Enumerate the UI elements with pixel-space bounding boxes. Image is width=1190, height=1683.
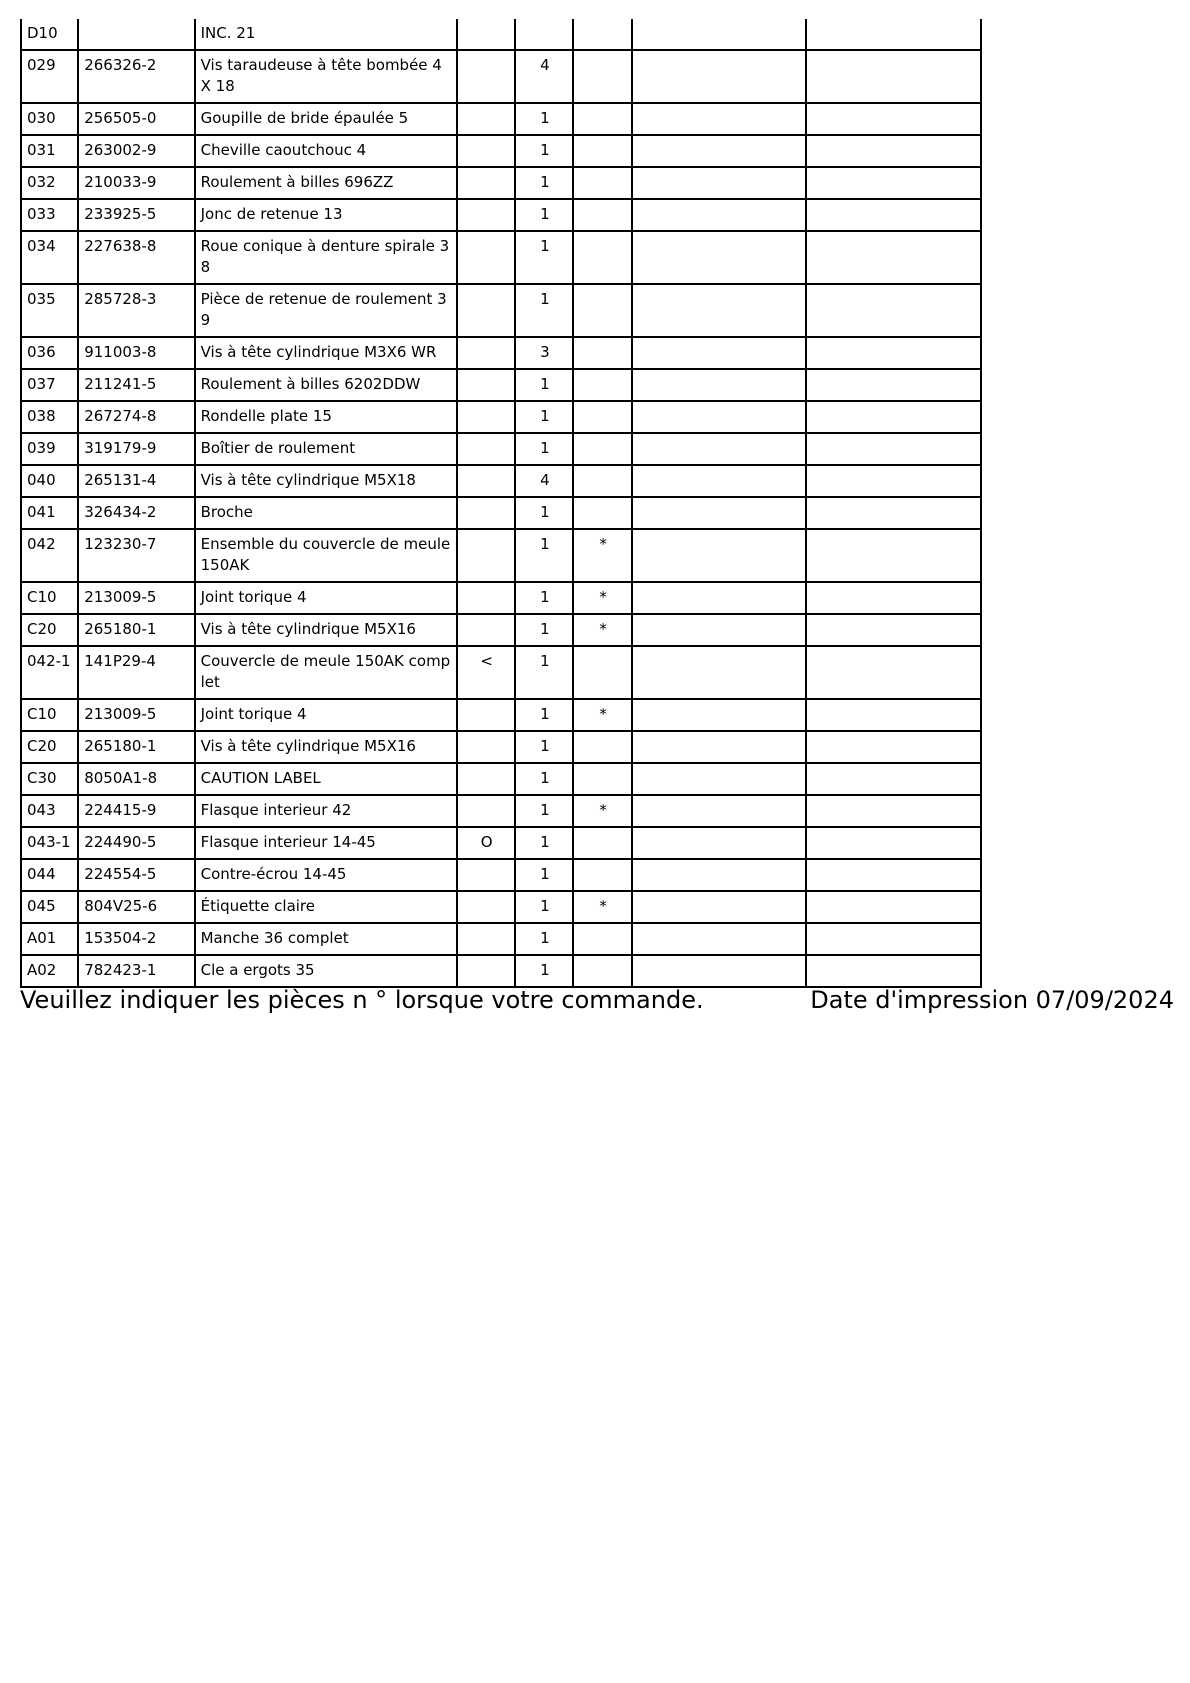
- cell-flag: [457, 103, 515, 135]
- cell-quantity: 1: [515, 284, 573, 337]
- cell-note-mark: [573, 337, 631, 369]
- cell-flag: [457, 135, 515, 167]
- parts-table: [20, 19, 982, 988]
- cell-flag: <: [457, 646, 515, 699]
- cell-description: Rondelle plate 15: [195, 401, 457, 433]
- cell-item-ref: C10: [21, 699, 78, 731]
- cell-extra-col-1: [632, 337, 807, 369]
- cell-note-mark: *: [573, 582, 631, 614]
- cell-note-mark: [573, 731, 631, 763]
- cell-extra-col-2: [806, 135, 981, 167]
- cell-quantity: 1: [515, 135, 573, 167]
- cell-extra-col-2: [806, 199, 981, 231]
- cell-extra-col-1: [632, 923, 807, 955]
- cell-extra-col-1: [632, 529, 807, 582]
- cell-item-ref: A01: [21, 923, 78, 955]
- cell-quantity: 1: [515, 231, 573, 284]
- cell-extra-col-1: [632, 763, 807, 795]
- cell-description: Cle a ergots 35: [195, 955, 457, 987]
- cell-extra-col-1: [632, 614, 807, 646]
- cell-part-number: 210033-9: [78, 167, 194, 199]
- table-row: [21, 731, 981, 763]
- table-row: [21, 401, 981, 433]
- cell-quantity: [515, 19, 573, 50]
- cell-note-mark: [573, 923, 631, 955]
- cell-extra-col-2: [806, 497, 981, 529]
- cell-part-number: 782423-1: [78, 955, 194, 987]
- table-row: [21, 763, 981, 795]
- cell-part-number: 141P29-4: [78, 646, 194, 699]
- cell-extra-col-2: [806, 859, 981, 891]
- cell-item-ref: C10: [21, 582, 78, 614]
- cell-flag: [457, 923, 515, 955]
- table-row: [21, 19, 981, 50]
- cell-quantity: 3: [515, 337, 573, 369]
- cell-note-mark: *: [573, 891, 631, 923]
- cell-item-ref: 045: [21, 891, 78, 923]
- cell-part-number: 213009-5: [78, 699, 194, 731]
- cell-extra-col-2: [806, 582, 981, 614]
- table-row: [21, 433, 981, 465]
- cell-note-mark: [573, 135, 631, 167]
- cell-extra-col-1: [632, 199, 807, 231]
- cell-description: Couvercle de meule 150AK comp let: [195, 646, 457, 699]
- cell-flag: [457, 582, 515, 614]
- cell-quantity: 1: [515, 955, 573, 987]
- cell-note-mark: *: [573, 529, 631, 582]
- print-date: Date d'impression 07/09/2024: [810, 986, 1174, 1014]
- cell-extra-col-2: [806, 614, 981, 646]
- cell-flag: [457, 433, 515, 465]
- table-row: [21, 50, 981, 103]
- cell-part-number: 123230-7: [78, 529, 194, 582]
- cell-flag: [457, 529, 515, 582]
- cell-quantity: 1: [515, 103, 573, 135]
- cell-quantity: 1: [515, 827, 573, 859]
- cell-quantity: 1: [515, 167, 573, 199]
- cell-note-mark: [573, 433, 631, 465]
- cell-description: Roulement à billes 6202DDW: [195, 369, 457, 401]
- cell-extra-col-2: [806, 529, 981, 582]
- table-row: [21, 646, 981, 699]
- cell-part-number: 265180-1: [78, 731, 194, 763]
- cell-flag: [457, 795, 515, 827]
- cell-extra-col-1: [632, 497, 807, 529]
- table-row: [21, 199, 981, 231]
- cell-note-mark: *: [573, 699, 631, 731]
- table-row: [21, 497, 981, 529]
- cell-flag: [457, 284, 515, 337]
- cell-extra-col-2: [806, 103, 981, 135]
- table-row: [21, 923, 981, 955]
- cell-extra-col-2: [806, 731, 981, 763]
- cell-note-mark: [573, 955, 631, 987]
- cell-flag: [457, 167, 515, 199]
- cell-item-ref: 043: [21, 795, 78, 827]
- cell-item-ref: C20: [21, 614, 78, 646]
- cell-note-mark: [573, 763, 631, 795]
- cell-description: Flasque interieur 14-45: [195, 827, 457, 859]
- cell-part-number: 267274-8: [78, 401, 194, 433]
- cell-item-ref: C20: [21, 731, 78, 763]
- table-row: [21, 465, 981, 497]
- cell-description: Joint torique 4: [195, 582, 457, 614]
- cell-item-ref: 035: [21, 284, 78, 337]
- cell-description: Vis taraudeuse à tête bombée 4X 18: [195, 50, 457, 103]
- cell-note-mark: [573, 827, 631, 859]
- table-row: [21, 955, 981, 987]
- cell-item-ref: 042-1: [21, 646, 78, 699]
- parts-table-body: [21, 19, 981, 987]
- table-row: [21, 103, 981, 135]
- cell-extra-col-1: [632, 582, 807, 614]
- cell-item-ref: 038: [21, 401, 78, 433]
- cell-note-mark: *: [573, 614, 631, 646]
- cell-note-mark: [573, 231, 631, 284]
- cell-description: CAUTION LABEL: [195, 763, 457, 795]
- cell-description: Pièce de retenue de roulement 3 9: [195, 284, 457, 337]
- table-row: [21, 859, 981, 891]
- cell-extra-col-2: [806, 923, 981, 955]
- cell-extra-col-1: [632, 369, 807, 401]
- cell-quantity: 1: [515, 923, 573, 955]
- table-row: [21, 337, 981, 369]
- cell-quantity: 1: [515, 369, 573, 401]
- cell-item-ref: 042: [21, 529, 78, 582]
- cell-quantity: 4: [515, 465, 573, 497]
- cell-extra-col-1: [632, 19, 807, 50]
- cell-part-number: 224490-5: [78, 827, 194, 859]
- cell-extra-col-1: [632, 795, 807, 827]
- cell-extra-col-2: [806, 891, 981, 923]
- table-row: [21, 827, 981, 859]
- cell-extra-col-2: [806, 699, 981, 731]
- cell-quantity: 1: [515, 731, 573, 763]
- cell-note-mark: [573, 646, 631, 699]
- cell-part-number: 153504-2: [78, 923, 194, 955]
- cell-extra-col-2: [806, 231, 981, 284]
- cell-extra-col-2: [806, 433, 981, 465]
- cell-flag: [457, 401, 515, 433]
- table-row: [21, 891, 981, 923]
- cell-extra-col-1: [632, 433, 807, 465]
- cell-quantity: 4: [515, 50, 573, 103]
- cell-description: Manche 36 complet: [195, 923, 457, 955]
- cell-item-ref: 037: [21, 369, 78, 401]
- cell-item-ref: 033: [21, 199, 78, 231]
- cell-description: Flasque interieur 42: [195, 795, 457, 827]
- cell-description: Goupille de bride épaulée 5: [195, 103, 457, 135]
- cell-item-ref: 030: [21, 103, 78, 135]
- cell-part-number: 285728-3: [78, 284, 194, 337]
- cell-quantity: 1: [515, 401, 573, 433]
- cell-item-ref: 029: [21, 50, 78, 103]
- cell-flag: [457, 763, 515, 795]
- cell-item-ref: A02: [21, 955, 78, 987]
- cell-flag: [457, 859, 515, 891]
- cell-extra-col-2: [806, 955, 981, 987]
- cell-extra-col-1: [632, 284, 807, 337]
- cell-extra-col-2: [806, 827, 981, 859]
- cell-item-ref: 043-1: [21, 827, 78, 859]
- cell-part-number: 256505-0: [78, 103, 194, 135]
- cell-item-ref: 040: [21, 465, 78, 497]
- cell-description: Vis à tête cylindrique M5X16: [195, 614, 457, 646]
- cell-item-ref: 034: [21, 231, 78, 284]
- cell-quantity: 1: [515, 891, 573, 923]
- cell-part-number: 911003-8: [78, 337, 194, 369]
- cell-flag: [457, 50, 515, 103]
- cell-item-ref: 032: [21, 167, 78, 199]
- cell-description: Jonc de retenue 13: [195, 199, 457, 231]
- cell-item-ref: D10: [21, 19, 78, 50]
- table-row: [21, 135, 981, 167]
- cell-quantity: 1: [515, 859, 573, 891]
- cell-extra-col-1: [632, 401, 807, 433]
- cell-extra-col-1: [632, 50, 807, 103]
- cell-item-ref: 039: [21, 433, 78, 465]
- table-row: [21, 699, 981, 731]
- cell-description: Broche: [195, 497, 457, 529]
- cell-flag: [457, 369, 515, 401]
- cell-part-number: 8050A1-8: [78, 763, 194, 795]
- cell-quantity: 1: [515, 795, 573, 827]
- cell-part-number: 263002-9: [78, 135, 194, 167]
- cell-note-mark: [573, 859, 631, 891]
- cell-flag: [457, 231, 515, 284]
- cell-extra-col-1: [632, 103, 807, 135]
- cell-description: Étiquette claire: [195, 891, 457, 923]
- cell-part-number: 265131-4: [78, 465, 194, 497]
- cell-part-number: 804V25-6: [78, 891, 194, 923]
- cell-part-number: 224415-9: [78, 795, 194, 827]
- cell-extra-col-1: [632, 891, 807, 923]
- cell-part-number: 266326-2: [78, 50, 194, 103]
- table-row: [21, 614, 981, 646]
- cell-note-mark: [573, 199, 631, 231]
- table-row: [21, 284, 981, 337]
- cell-part-number: 233925-5: [78, 199, 194, 231]
- cell-extra-col-2: [806, 401, 981, 433]
- cell-part-number: [78, 19, 194, 50]
- cell-quantity: 1: [515, 646, 573, 699]
- cell-extra-col-1: [632, 646, 807, 699]
- cell-description: Roulement à billes 696ZZ: [195, 167, 457, 199]
- cell-quantity: 1: [515, 529, 573, 582]
- cell-extra-col-2: [806, 369, 981, 401]
- cell-note-mark: [573, 465, 631, 497]
- cell-note-mark: [573, 284, 631, 337]
- cell-flag: [457, 614, 515, 646]
- cell-extra-col-2: [806, 795, 981, 827]
- cell-part-number: 319179-9: [78, 433, 194, 465]
- cell-quantity: 1: [515, 614, 573, 646]
- cell-description: Vis à tête cylindrique M3X6 WR: [195, 337, 457, 369]
- cell-item-ref: C30: [21, 763, 78, 795]
- cell-description: Contre-écrou 14-45: [195, 859, 457, 891]
- cell-note-mark: [573, 497, 631, 529]
- table-row: [21, 529, 981, 582]
- cell-flag: [457, 497, 515, 529]
- cell-extra-col-2: [806, 763, 981, 795]
- cell-description: Boîtier de roulement: [195, 433, 457, 465]
- cell-extra-col-1: [632, 231, 807, 284]
- cell-description: Vis à tête cylindrique M5X18: [195, 465, 457, 497]
- cell-item-ref: 036: [21, 337, 78, 369]
- cell-extra-col-1: [632, 827, 807, 859]
- cell-part-number: 227638-8: [78, 231, 194, 284]
- cell-extra-col-2: [806, 465, 981, 497]
- cell-flag: [457, 337, 515, 369]
- cell-item-ref: 041: [21, 497, 78, 529]
- table-row: [21, 167, 981, 199]
- cell-note-mark: [573, 19, 631, 50]
- cell-part-number: 326434-2: [78, 497, 194, 529]
- cell-description: Cheville caoutchouc 4: [195, 135, 457, 167]
- cell-extra-col-2: [806, 337, 981, 369]
- cell-description: Ensemble du couvercle de meule 150AK: [195, 529, 457, 582]
- cell-description: Vis à tête cylindrique M5X16: [195, 731, 457, 763]
- cell-extra-col-2: [806, 646, 981, 699]
- cell-extra-col-1: [632, 135, 807, 167]
- cell-part-number: 265180-1: [78, 614, 194, 646]
- cell-flag: [457, 731, 515, 763]
- cell-quantity: 1: [515, 433, 573, 465]
- cell-quantity: 1: [515, 199, 573, 231]
- table-row: [21, 795, 981, 827]
- cell-part-number: 224554-5: [78, 859, 194, 891]
- cell-item-ref: 044: [21, 859, 78, 891]
- cell-flag: [457, 891, 515, 923]
- cell-extra-col-2: [806, 19, 981, 50]
- cell-item-ref: 031: [21, 135, 78, 167]
- order-note: Veuillez indiquer les pièces n ° lorsque votre commande.: [20, 986, 704, 1014]
- cell-note-mark: [573, 103, 631, 135]
- cell-flag: [457, 955, 515, 987]
- cell-extra-col-2: [806, 284, 981, 337]
- cell-extra-col-1: [632, 699, 807, 731]
- cell-note-mark: [573, 369, 631, 401]
- table-row: [21, 582, 981, 614]
- cell-part-number: 211241-5: [78, 369, 194, 401]
- cell-note-mark: [573, 50, 631, 103]
- cell-extra-col-1: [632, 167, 807, 199]
- cell-quantity: 1: [515, 763, 573, 795]
- cell-description: Joint torique 4: [195, 699, 457, 731]
- cell-quantity: 1: [515, 582, 573, 614]
- cell-extra-col-1: [632, 955, 807, 987]
- cell-extra-col-1: [632, 859, 807, 891]
- cell-flag: O: [457, 827, 515, 859]
- cell-extra-col-2: [806, 50, 981, 103]
- cell-note-mark: *: [573, 795, 631, 827]
- cell-part-number: 213009-5: [78, 582, 194, 614]
- cell-note-mark: [573, 167, 631, 199]
- cell-description: INC. 21: [195, 19, 457, 50]
- cell-description: Roue conique à denture spirale 3 8: [195, 231, 457, 284]
- cell-flag: [457, 199, 515, 231]
- cell-flag: [457, 465, 515, 497]
- cell-flag: [457, 699, 515, 731]
- cell-note-mark: [573, 401, 631, 433]
- cell-extra-col-1: [632, 465, 807, 497]
- cell-extra-col-1: [632, 731, 807, 763]
- cell-flag: [457, 19, 515, 50]
- table-row: [21, 369, 981, 401]
- table-row: [21, 231, 981, 284]
- cell-quantity: 1: [515, 497, 573, 529]
- cell-quantity: 1: [515, 699, 573, 731]
- cell-extra-col-2: [806, 167, 981, 199]
